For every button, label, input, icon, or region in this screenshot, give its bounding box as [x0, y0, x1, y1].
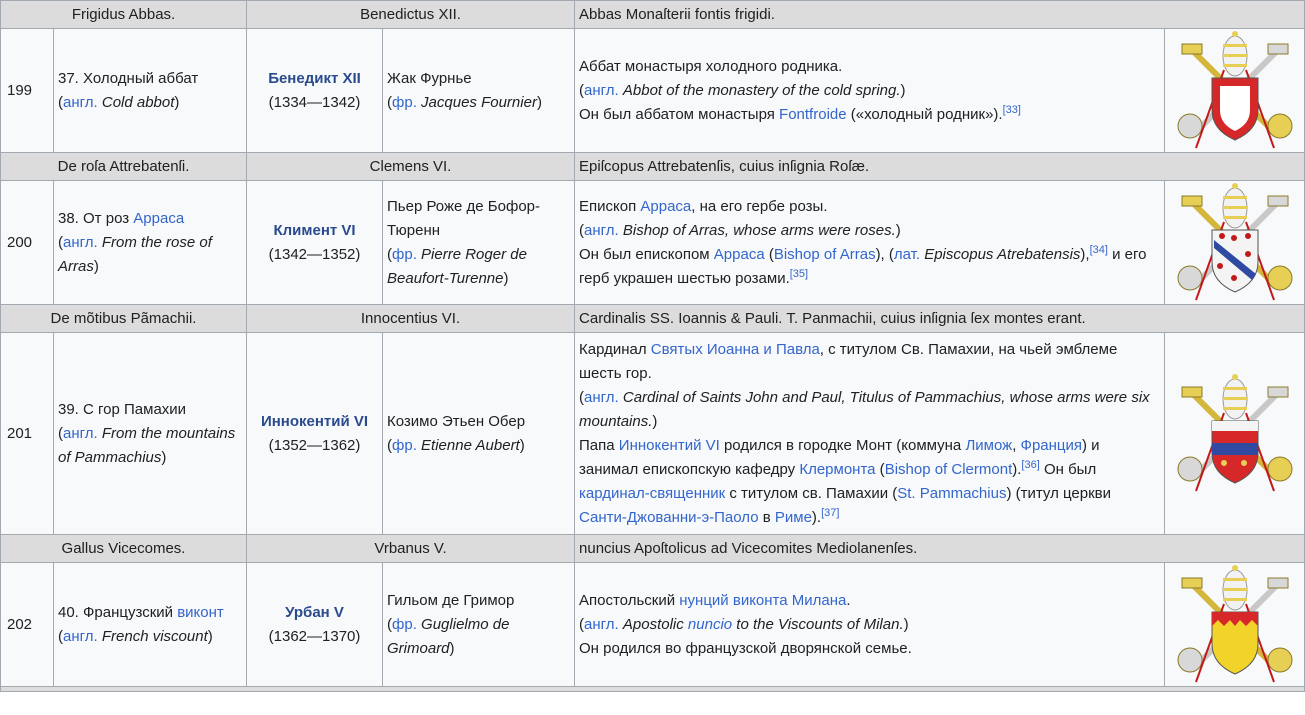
spacer-cell [1, 687, 1305, 692]
arras-link[interactable]: Арраса [133, 209, 185, 227]
coat-of-arms-icon[interactable] [1172, 182, 1298, 304]
birth-name-ru: Пьер Роже де Бофор-Тюренн [387, 197, 540, 239]
explanation-text: ) и занимал епископскую кафедру [579, 436, 1100, 478]
reference-link[interactable]: [36] [1021, 458, 1040, 471]
lang-link[interactable]: англ. [584, 615, 619, 633]
explanation-text: Он родился во французской дворянской семье. [579, 639, 912, 657]
table-row [1, 181, 1305, 305]
explanation-text: Папа [579, 436, 619, 454]
france-link[interactable]: Франция [1020, 436, 1083, 454]
fontfroide-link[interactable]: Fontfroide [779, 105, 847, 123]
birth-name-ru: Жак Фурнье [387, 69, 472, 87]
explanation-text: , с титулом Св. Памахии, на чьей эмблеме шесть гор. [579, 340, 1118, 382]
motto-ru: 38. От роз [58, 209, 134, 227]
lang-link[interactable]: англ. [584, 81, 619, 99]
pope-years: (1342—1352) [268, 245, 361, 263]
saints-link[interactable]: Святых Иоанна и Павла [650, 340, 820, 358]
lang-link[interactable]: англ. [63, 424, 98, 442]
pope-link: Климент VI [273, 221, 356, 239]
latin-explanation: Cardinalis SS. Ioannis & Pauli. T. Panmachii, cuius inſignia ſex montes erant. [575, 305, 1305, 333]
coat-of-arms-cell [1165, 181, 1305, 305]
lang-link[interactable]: лат. [893, 245, 921, 263]
explanation-cell: Епископ Арраса, на его гербе розы. (англ. Bishop of Arras, whose arms were roses.) Он был епископом Арраса (Bishop of Arras), (лат. Episcopus Atrebatensis),[34] и его герб украшен шестью розами.[35] [575, 181, 1165, 305]
latin-row [1, 305, 1305, 333]
limoges-link[interactable]: Лимож [965, 436, 1013, 454]
row-number: 202 [1, 563, 54, 687]
explanation-lat: Episcopus Atrebatensis [924, 245, 1081, 263]
latin-explanation: nuncius Apoſtolicus ad Vicecomites Mediolanenſes. [575, 535, 1305, 563]
motto-en: From the rose of Arras [58, 233, 212, 275]
birth-name-orig: Guglielmo de Grimoard [387, 615, 510, 657]
explanation-text: Он был аббатом монастыря [579, 105, 780, 123]
explanation-text: , на его гербе розы. [691, 197, 828, 215]
latin-motto: Frigidus Abbas. [1, 1, 247, 29]
pope-years: (1334—1342) [268, 93, 361, 111]
latin-row [1, 535, 1305, 563]
pope-cell [247, 333, 383, 535]
pope-years: (1352—1362) [268, 436, 361, 454]
nuncio-en-link[interactable]: nuncio [687, 615, 733, 633]
pope-link: Урбан V [285, 603, 344, 621]
explanation-cell: Кардинал Святых Иоанна и Павла, с титулом Св. Памахии, на чьей эмблеме шесть гор. (англ. Cardinal of Saints John and Paul, Titulus of Pammachius, whose arms were six mountains.) Папа Иннокентий VI родился в городке Монт (коммуна Лимож, Франция) и занимал епископскую кафедру Клермонта (Bishop of Clermont).[36] Он был кардинал-священник с титулом св. Памахии (St. Pammachius) (титул церкви Санти-Джованни-э-Паоло в Риме).[37] [575, 333, 1165, 535]
bishop-of-clermont-link[interactable]: Bishop of Clermont [884, 460, 1013, 478]
explanation-cell: Аббат монастыря холодного родника. (англ. Abbot of the monastery of the cold spring.) Он был аббатом монастыря Fontfroide («холодный родник»).[33] [575, 29, 1165, 153]
latin-pope: Clemens VI. [247, 153, 575, 181]
birth-name-cell: Козимо Этьен Обер (фр. Etienne Aubert) [383, 333, 575, 535]
motto-en: Cold abbot [101, 93, 175, 111]
birth-name-orig: Etienne Aubert [421, 436, 520, 454]
motto-en: French viscount [101, 627, 208, 645]
birth-name-ru: Козимо Этьен Обер [387, 412, 526, 430]
latin-motto: De mõtibus Pãmachii. [1, 305, 247, 333]
explanation-text: («холодный родник»). [846, 105, 1003, 123]
row-number: 201 [1, 333, 54, 535]
pope-cell [247, 29, 383, 153]
lang-link[interactable]: англ. [584, 388, 619, 406]
pope-link: Бенедикт XII [268, 69, 361, 87]
explanation-en: Abbot of the monastery of the cold spring. [622, 81, 901, 99]
lang-link[interactable]: англ. [63, 233, 98, 251]
motto-ru: 37. Холодный аббат [58, 69, 199, 87]
clermont-link[interactable]: Клермонта [799, 460, 876, 478]
viscount-link[interactable]: виконт [177, 603, 224, 621]
innocent-link[interactable]: Иннокентий VI [618, 436, 720, 454]
motto-cell: 40. Французский виконт (англ. French viscount) [54, 563, 247, 687]
explanation-en: Bishop of Arras, whose arms were roses. [622, 221, 896, 239]
explanation-cell: Апостольский нунций виконта Милана. (англ. Apostolic nuncio to the Viscounts of Milan.) Он родился во французской дворянской семье. [575, 563, 1165, 687]
latin-motto: Gallus Vicecomes. [1, 535, 247, 563]
santi-link[interactable]: Санти-Джованни-э-Паоло [579, 508, 759, 526]
explanation-en: Cardinal of Saints John and Paul, Titulus of Pammachius, whose arms were six mountains. [579, 388, 1150, 430]
birth-name-orig: Pierre Roger de Beaufort-Turenne [387, 245, 527, 287]
table-row [1, 29, 1305, 153]
lang-link[interactable]: фр. [392, 93, 417, 111]
coat-of-arms-icon[interactable] [1172, 373, 1298, 495]
explanation-text: родился в городке Монт (коммуна [719, 436, 966, 454]
pammachius-link[interactable]: St. Pammachius [897, 484, 1007, 502]
lang-link[interactable]: англ. [584, 221, 619, 239]
latin-explanation: Epiſcopus Attrebatenſis, cuius inſignia Roſæ. [575, 153, 1305, 181]
explanation-text: Епископ [579, 197, 641, 215]
cardinal-link[interactable]: кардинал-священник [579, 484, 726, 502]
explanation-text: Он был епископом [579, 245, 714, 263]
pope-link: Иннокентий VI [260, 412, 369, 430]
motto-cell: 37. Холодный аббат (англ. Cold abbot) [54, 29, 247, 153]
coat-of-arms-cell [1165, 333, 1305, 535]
table-row [1, 563, 1305, 687]
pope-years: (1362—1370) [268, 627, 361, 645]
pope-cell [247, 563, 383, 687]
birth-name-ru: Гильом де Гримор [387, 591, 515, 609]
arras-link[interactable]: Арраса [713, 245, 765, 263]
latin-pope: Innocentius VI. [247, 305, 575, 333]
lang-link[interactable]: фр. [392, 245, 417, 263]
reference-link[interactable]: [35] [789, 267, 809, 280]
table-row [1, 333, 1305, 535]
explanation-text: и его герб украшен шестью розами. [579, 245, 1147, 287]
bishop-of-arras-link[interactable]: Bishop of Arras [773, 245, 876, 263]
lang-link[interactable]: англ. [63, 627, 98, 645]
reference-link[interactable]: [33] [1002, 103, 1021, 116]
birth-name-cell: Гильом де Гримор (фр. Guglielmo de Grimoard) [383, 563, 575, 687]
row-number: 199 [1, 29, 54, 153]
table-row [1, 687, 1305, 692]
coat-of-arms-icon[interactable] [1172, 30, 1298, 152]
arras-link[interactable]: Арраса [640, 197, 692, 215]
row-number: 200 [1, 181, 54, 305]
explanation-text: с титулом св. Памахии ( [725, 484, 898, 502]
explanation-text: Апостольский [579, 591, 680, 609]
lang-link[interactable]: фр. [392, 615, 417, 633]
explanation-text: в [758, 508, 775, 526]
pope-cell [247, 181, 383, 305]
motto-ru: 39. С гор Памахии [58, 400, 187, 418]
latin-row [1, 1, 1305, 29]
explanation-text: ) (титул церкви [1006, 484, 1112, 502]
lang-link[interactable]: англ. [63, 93, 98, 111]
coat-of-arms-icon[interactable] [1172, 564, 1298, 686]
birth-name-orig: Jacques Fournier [421, 93, 537, 111]
motto-cell: 38. От роз Арраса (англ. From the rose of Arras) [54, 181, 247, 305]
latin-explanation: Abbas Monaſterii fontis frigidi. [575, 1, 1305, 29]
lang-link[interactable]: фр. [392, 436, 417, 454]
reference-link[interactable]: [37] [821, 506, 840, 519]
motto-en: From the mountains of Pammachius [58, 424, 236, 466]
coat-of-arms-cell [1165, 563, 1305, 687]
birth-name-cell: Жак Фурнье (фр. Jacques Fournier) [383, 29, 575, 153]
motto-ru: 40. Французский [58, 603, 178, 621]
motto-cell: 39. С гор Памахии (англ. From the mountains of Pammachius) [54, 333, 247, 535]
explanation-text: Кардинал [579, 340, 651, 358]
reference-link[interactable]: [34] [1089, 243, 1108, 256]
rome-link[interactable]: Риме [774, 508, 812, 526]
latin-pope: Vrbanus V. [247, 535, 575, 563]
birth-name-cell: Пьер Роже де Бофор-Тюренн (фр. Pierre Roger de Beaufort-Turenne) [383, 181, 575, 305]
latin-motto: De roſa Attrebatenſi. [1, 153, 247, 181]
explanation-en-text: Apostolic [622, 615, 688, 633]
coat-of-arms-cell [1165, 29, 1305, 153]
nuncio-link[interactable]: нунций виконта Милана [679, 591, 847, 609]
latin-pope: Benedictus XII. [247, 1, 575, 29]
explanation-text: Аббат монастыря холодного родника. [579, 57, 843, 75]
latin-row [1, 153, 1305, 181]
explanation-en-text: to the Viscounts of Milan. [732, 615, 904, 633]
explanation-text: Он был [1039, 460, 1097, 478]
explanation-en [623, 616, 904, 633]
